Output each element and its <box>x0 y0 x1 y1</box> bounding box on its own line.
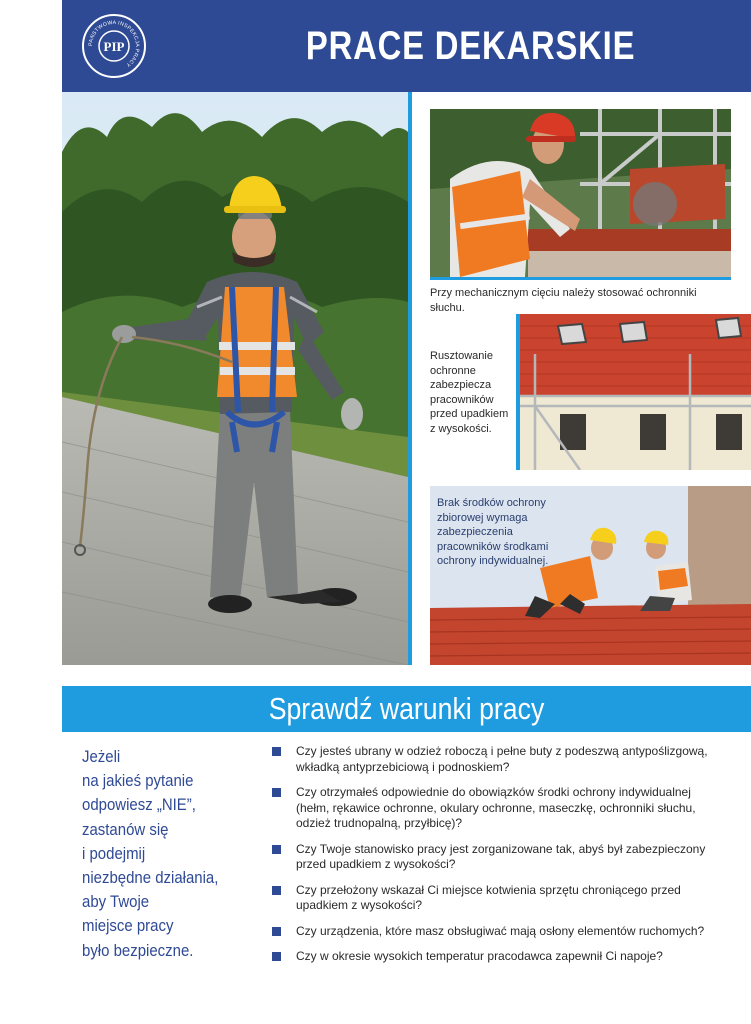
logo-monogram: PIP <box>103 39 125 54</box>
logo-ring-text: PAŃSTWOWA INSPEKCJA PRACY <box>87 19 141 68</box>
advice-line: na jakieś pytanie <box>82 771 194 791</box>
main-photo <box>62 92 408 665</box>
advice-line: i podejmij <box>82 843 146 863</box>
checklist-item <box>272 842 724 873</box>
advice-line: było bezpieczne. <box>82 940 194 960</box>
roof-scaffolding-photo-icon <box>520 314 751 470</box>
checklist-item <box>272 883 724 914</box>
checklist-item-text: Czy otrzymałeś odpowiednie do obowiązków środki ochrony indywidualnej (hełm, rękawice ochronne, okulary ochronne, maseczkę, ochronniki słuchu, odzież trudnopalną, przyłbicę)? <box>296 785 696 830</box>
checklist-item <box>272 924 724 940</box>
safety-checklist <box>272 744 724 975</box>
main-photo-divider <box>408 92 412 665</box>
checklist-item-text: Czy jesteś ubrany w odzież roboczą i pełne buty z podeszwą antypoślizgową, wkładką antyprzebiciową i podnoskiem? <box>296 744 708 774</box>
checklist-item-text: Czy urządzenia, które masz obsługiwać mają osłony elementów ruchomych? <box>296 923 705 938</box>
header-banner <box>62 0 751 92</box>
square-bullet-icon <box>272 886 281 895</box>
section-title: Sprawdź warunki pracy <box>268 691 545 726</box>
advice-line: odpowiesz „NIE”, <box>82 795 196 815</box>
caption-hearing-protection: Przy mechanicznym cięciu należy stosować ochronniki słuchu. <box>430 287 697 314</box>
advice-line: Jeżeli <box>82 747 121 766</box>
checklist-item <box>272 949 724 965</box>
square-bullet-icon <box>272 788 281 797</box>
pip-logo-icon <box>84 16 144 76</box>
square-bullet-icon <box>272 952 281 961</box>
roofer-with-harness-photo-icon <box>62 92 408 665</box>
advice-line: miejsce pracy <box>82 916 174 936</box>
section-banner <box>62 686 751 732</box>
advice-text <box>82 745 223 963</box>
cutting-photo <box>430 109 731 277</box>
advice-line: zastanów się <box>82 819 169 839</box>
scaffold-photo <box>520 314 751 470</box>
worker-cutting-tiles-photo-icon <box>430 109 731 277</box>
advice-line: aby Twoje <box>82 892 150 912</box>
cutting-photo-divider <box>430 277 731 280</box>
checklist-item <box>272 785 724 832</box>
square-bullet-icon <box>272 747 281 756</box>
square-bullet-icon <box>272 927 281 936</box>
caption-scaffold: Rusztowanie ochronne zabezpiecza pracowników przed upadkiem z wysokości. <box>430 350 509 435</box>
pip-logo <box>82 14 146 78</box>
caption-roofers: Brak środków ochrony zbiorowej wymaga zabezpieczenia pracowników środkami ochrony indywidualnej. <box>437 497 549 567</box>
checklist-item-text: Czy przełożony wskazał Ci miejsce kotwienia sprzętu chroniącego przed upadkiem z wysokości? <box>296 882 681 912</box>
page-title: PRACE DEKARSKIE <box>305 24 636 68</box>
advice-line: niezbędne działania, <box>82 868 219 888</box>
checklist-item-text: Czy Twoje stanowisko pracy jest zorganizowane tak, abyś był zabezpieczony przed upadkiem z wysokości? <box>296 841 706 871</box>
square-bullet-icon <box>272 845 281 854</box>
checklist-item <box>272 744 724 775</box>
checklist-item-text: Czy w okresie wysokich temperatur pracodawca zapewnił Ci napoje? <box>296 949 663 963</box>
